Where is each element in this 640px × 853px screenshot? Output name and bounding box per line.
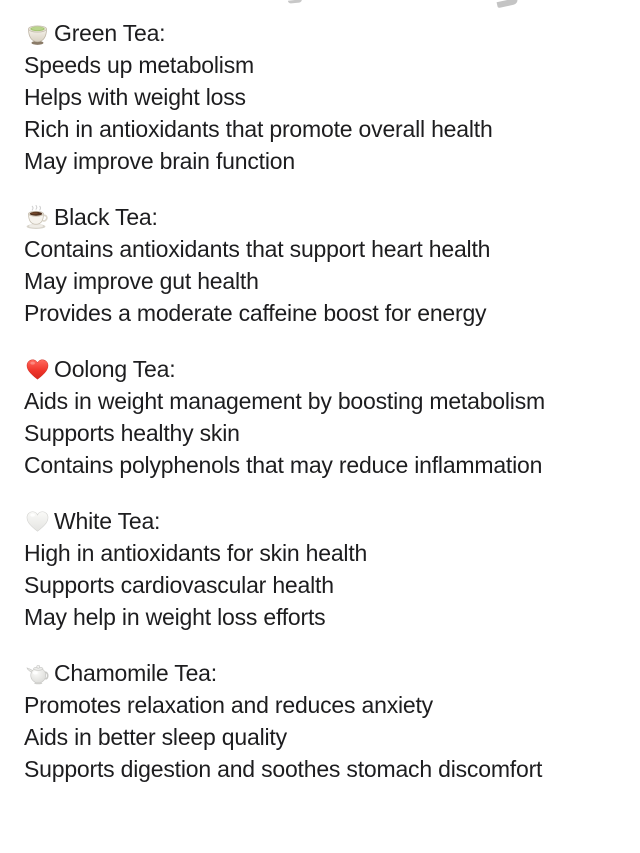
- benefit-line: Aids in better sleep quality: [24, 724, 287, 750]
- benefit-line: Supports healthy skin: [24, 420, 240, 446]
- tea-section-white: [24, 505, 624, 633]
- benefit-line: Promotes relaxation and reduces anxiety: [24, 692, 433, 718]
- benefit-line: Provides a moderate caffeine boost for energy: [24, 300, 487, 326]
- benefit-line: Contains antioxidants that support heart health: [24, 236, 491, 262]
- section-heading: [24, 201, 624, 233]
- hot-beverage-icon: [24, 204, 51, 231]
- benefit-line: May improve gut health: [24, 268, 259, 294]
- benefit-line: High in antioxidants for skin health: [24, 540, 368, 566]
- tea-section-chamomile: [24, 657, 624, 785]
- section-heading: [24, 505, 624, 537]
- red-heart-icon: [24, 356, 51, 383]
- benefit-line: Contains polyphenols that may reduce inflammation: [24, 452, 543, 478]
- white-heart-icon: [24, 508, 51, 535]
- cropped-text-remnant: [497, 0, 519, 8]
- benefit-line: Helps with weight loss: [24, 84, 246, 110]
- section-title: Black Tea:: [54, 203, 158, 230]
- tea-section-oolong: [24, 353, 624, 481]
- tea-section-green: [24, 17, 624, 177]
- section-heading: [24, 657, 624, 689]
- benefit-line: Supports cardiovascular health: [24, 572, 334, 598]
- benefit-line: Aids in weight management by boosting metabolism: [24, 388, 545, 414]
- section-heading: [24, 17, 624, 49]
- cropped-text-remnant: [288, 0, 302, 4]
- benefit-line: May help in weight loss efforts: [24, 604, 326, 630]
- teacup-without-handle-icon: [24, 20, 51, 47]
- benefit-line: May improve brain function: [24, 148, 295, 174]
- section-title: Chamomile Tea:: [54, 659, 217, 686]
- benefit-line: Rich in antioxidants that promote overall health: [24, 116, 493, 142]
- tea-section-black: [24, 201, 624, 329]
- section-heading: [24, 353, 624, 385]
- section-title: Green Tea:: [54, 19, 166, 46]
- section-title: Oolong Tea:: [54, 355, 176, 382]
- benefit-line: Speeds up metabolism: [24, 52, 254, 78]
- section-title: White Tea:: [54, 507, 161, 534]
- benefit-line: Supports digestion and soothes stomach discomfort: [24, 756, 543, 782]
- teapot-icon: [24, 660, 51, 687]
